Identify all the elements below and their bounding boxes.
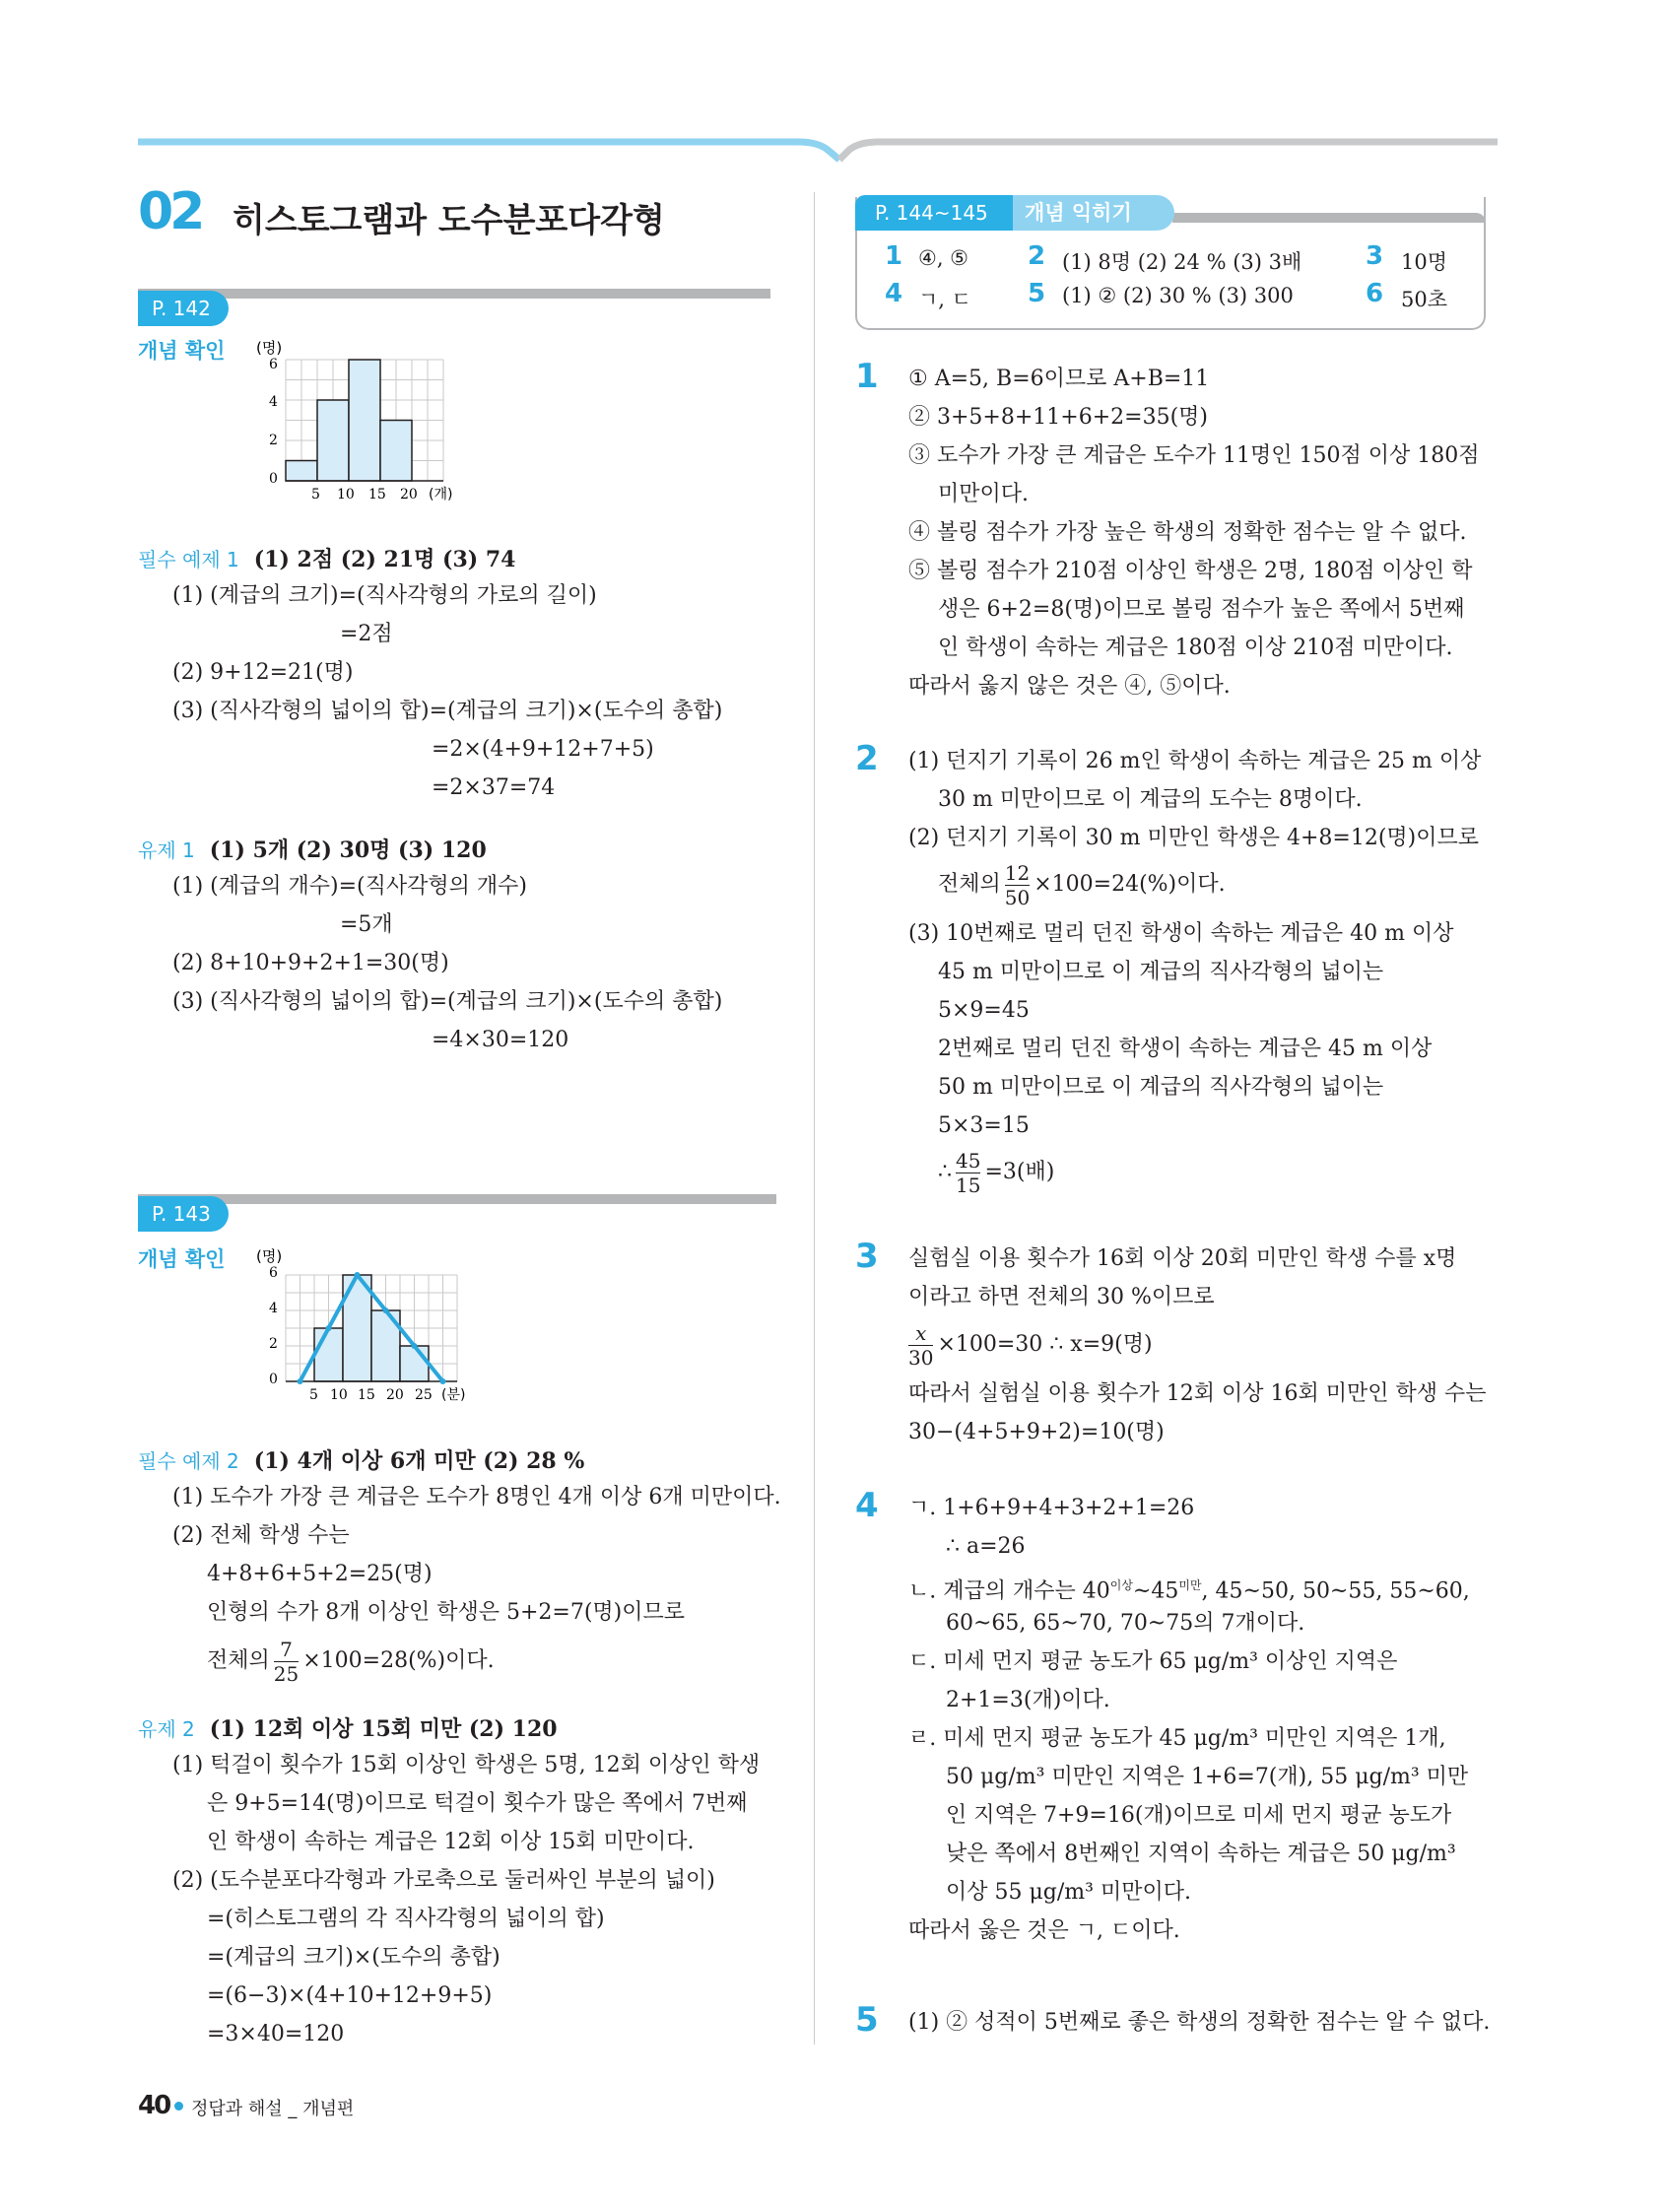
answer-num: 5 <box>1028 279 1046 308</box>
solution2-line: 2번째로 멀리 던진 학생이 속하는 계급은 45 m 이상 <box>938 1037 1433 1061</box>
solution1-line: 미만이다. <box>938 482 1030 506</box>
tag-bar-p142 <box>138 289 770 299</box>
answer-text: (1) 8명 (2) 24 % (3) 3배 <box>1062 250 1302 274</box>
tag-p142: P. 142 <box>138 291 229 326</box>
solution1-line: 따라서 옳지 않은 것은 ④, ⑤이다. <box>908 674 1231 699</box>
answer-num: 1 <box>885 241 903 271</box>
hist1-x-unit: (개) <box>429 487 453 503</box>
hist2-bar <box>314 1328 343 1381</box>
hist2-y-unit: (명) <box>256 1247 283 1265</box>
hist2-bar <box>400 1346 429 1381</box>
hist1-bar <box>349 360 380 481</box>
solution2-fraction-line: ∴ $\frac{45}{15}$ =3(배) <box>938 1148 1055 1197</box>
solution1-line: ① A=5, B=6이므로 A+B=11 <box>908 367 1210 391</box>
solution4-line: 인 지역은 7+9=16(개)이므로 미세 먼지 평균 농도가 <box>946 1803 1452 1828</box>
solution4-line: 60~65, 65~70, 70~75의 7개이다. <box>946 1611 1305 1636</box>
example1-line: =2점 <box>340 622 393 646</box>
hist1-bar <box>286 461 317 482</box>
answer-text: (1) ② (2) 30 % (3) 300 <box>1062 284 1294 307</box>
concept-check-label-2: 개념 확인 <box>138 1247 226 1271</box>
solution2-line: (1) 던지기 기록이 26 m인 학생이 속하는 계급은 25 m 이상 <box>908 749 1482 773</box>
answer-num: 6 <box>1366 279 1384 308</box>
answer-text: ④, ⑤ <box>918 246 969 270</box>
hist1-bar <box>317 400 349 481</box>
polygon-point <box>440 1378 446 1384</box>
polygon-point <box>383 1307 389 1313</box>
hist1-y-tick: 2 <box>269 433 278 448</box>
example2-fraction-line: 전체의 $\frac{7}{25}$ ×100=28(%)이다. <box>207 1637 495 1686</box>
solution1-line: 생은 6+2=8(명)이므로 볼링 점수가 높은 쪽에서 5번째 <box>938 597 1465 622</box>
hist1-x-tick: 5 <box>311 487 320 503</box>
exercise2-line: 인 학생이 속하는 계급은 12회 이상 15회 미만이다. <box>207 1830 695 1854</box>
exercise1-line: (1) (계급의 개수)=(직사각형의 개수) <box>172 874 527 899</box>
exercise2-line: =3×40=120 <box>207 2022 345 2046</box>
solution1-line: ④ 볼링 점수가 가장 높은 학생의 정확한 점수는 알 수 없다. <box>908 520 1467 545</box>
answer-num: 2 <box>1028 241 1046 271</box>
page-number: 40 <box>138 2091 170 2120</box>
exercise2-line: =(계급의 크기)×(도수의 총합) <box>207 1945 500 1970</box>
solution1-line: 인 학생이 속하는 계급은 180점 이상 210점 미만이다. <box>938 636 1453 660</box>
solution2-line: 50 m 미만이므로 이 계급의 직사각형의 넓이는 <box>938 1075 1384 1100</box>
hist1-bar <box>380 421 412 482</box>
hist2-x-tick: 25 <box>415 1387 433 1403</box>
solution4-line: 따라서 옳은 것은 ㄱ, ㄷ이다. <box>908 1918 1180 1943</box>
solution2-line: 5×3=15 <box>938 1113 1030 1138</box>
solution3-fraction-line: $\frac{x}{30}$ ×100=30 ∴ x=9(명) <box>908 1320 1153 1370</box>
solution1-line: ③ 도수가 가장 큰 계급은 도수가 11명인 150점 이상 180점 <box>908 443 1480 468</box>
solution4-line: ㄷ. 미세 먼지 평균 농도가 65 μg/m³ 이상인 지역은 <box>908 1649 1398 1674</box>
hist1-x-tick: 10 <box>337 487 355 503</box>
section-number: 02 <box>138 182 202 241</box>
exercise2-line: =(히스토그램의 각 직사각형의 넓이의 합) <box>207 1907 605 1931</box>
solution3-line: 30−(4+5+9+2)=10(명) <box>908 1420 1165 1444</box>
footer-dot <box>174 2102 183 2111</box>
exercise1-header: 유제 1 (1) 5개 (2) 30명 (3) 120 <box>138 838 487 863</box>
solution3-line: 실험실 이용 횟수가 16회 이상 20회 미만인 학생 수를 x명 <box>908 1246 1457 1271</box>
solution2-line: 5×9=45 <box>938 998 1030 1023</box>
hist2-x-unit: (분) <box>441 1387 466 1403</box>
solution4-line: ∴ a=26 <box>946 1534 1026 1559</box>
solution4-line: 2+1=3(개)이다. <box>946 1688 1110 1712</box>
example2-line: 4+8+6+5+2=25(명) <box>207 1562 433 1586</box>
solution4-line: 낮은 쪽에서 8번째인 지역이 속하는 계급은 50 μg/m³ <box>946 1842 1456 1866</box>
hist1-x-tick: 15 <box>368 487 386 503</box>
hist1-x-tick: 20 <box>400 487 418 503</box>
hist1-y-unit: (명) <box>256 339 283 357</box>
exercise2-line: (1) 턱걸이 횟수가 15회 이상인 학생은 5명, 12회 이상인 학생 <box>172 1753 761 1777</box>
hist1-y-tick: 6 <box>269 357 278 372</box>
solution-number-5: 5 <box>855 2000 879 2040</box>
hist2-y-tick: 4 <box>269 1301 278 1316</box>
concept-check-label-1: 개념 확인 <box>138 339 226 363</box>
example1-line: (3) (직사각형의 넓이의 합)=(계급의 크기)×(도수의 총합) <box>172 699 723 723</box>
answer-box-title: 개념 익히기 <box>1013 195 1174 231</box>
fraction: $\frac{45}{15}$ <box>956 1148 981 1197</box>
solution3-line: 따라서 실험실 이용 횟수가 12회 이상 16회 미만인 학생 수는 <box>908 1381 1487 1406</box>
polygon-point <box>298 1378 303 1384</box>
solution-number-3: 3 <box>855 1237 879 1276</box>
polygon-point <box>326 1325 332 1331</box>
solution1-line: ⑤ 볼링 점수가 210점 이상인 학생은 2명, 180점 이상인 학 <box>908 559 1473 583</box>
solution1-line: ② 3+5+8+11+6+2=35(명) <box>908 405 1208 430</box>
answer-num: 3 <box>1366 241 1384 271</box>
answer-text: ㄱ, ㄷ <box>918 288 971 311</box>
solution4-line: ㄹ. 미세 먼지 평균 농도가 45 μg/m³ 미만인 지역은 1개, <box>908 1726 1446 1751</box>
exercise1-line: =4×30=120 <box>432 1028 569 1052</box>
hist1-y-tick: 4 <box>269 394 278 410</box>
solution2-line: (2) 던지기 기록이 30 m 미만인 학생은 4+8=12(명)이므로 <box>908 826 1480 850</box>
example1-line: (1) (계급의 크기)=(직사각형의 가로의 길이) <box>172 583 597 608</box>
hist2-x-tick: 20 <box>386 1387 404 1403</box>
solution2-fraction-line: 전체의 $\frac{12}{50}$ ×100=24(%)이다. <box>938 860 1226 909</box>
example2-line: (2) 전체 학생 수는 <box>172 1523 350 1548</box>
hist2-x-tick: 15 <box>358 1387 375 1403</box>
solution-number-4: 4 <box>855 1486 879 1525</box>
exercise2-line: =(6−3)×(4+10+12+9+5) <box>207 1983 493 2008</box>
exercise1-line: (2) 8+10+9+2+1=30(명) <box>172 951 449 975</box>
exercise1-line: (3) (직사각형의 넓이의 합)=(계급의 크기)×(도수의 총합) <box>172 989 723 1014</box>
answer-box-topbar <box>1172 213 1486 223</box>
example2-header: 필수 예제 2 (1) 4개 이상 6개 미만 (2) 28 % <box>138 1448 585 1474</box>
example1-header: 필수 예제 1 (1) 2점 (2) 21명 (3) 74 <box>138 547 516 572</box>
top-rule <box>138 136 1498 166</box>
exercise2-header: 유제 2 (1) 12회 이상 15회 미만 (2) 120 <box>138 1716 558 1742</box>
solution4-line: 50 μg/m³ 미만인 지역은 1+6=7(개), 55 μg/m³ 미만 <box>946 1765 1469 1789</box>
histogram-1 <box>251 335 478 503</box>
solution2-line: 45 m 미만이므로 이 계급의 직사각형의 넓이는 <box>938 960 1384 984</box>
exercise1-line: =5개 <box>340 912 393 937</box>
example1-line: =2×37=74 <box>432 775 556 800</box>
section-title: 히스토그램과 도수분포다각형 <box>233 201 665 240</box>
histogram-polygon-2 <box>251 1243 493 1411</box>
fraction: $\frac{7}{25}$ <box>273 1637 300 1686</box>
answer-num: 4 <box>885 279 903 308</box>
fraction: $\frac{x}{30}$ <box>908 1320 934 1370</box>
solution3-line: 이라고 하면 전체의 30 %이므로 <box>908 1285 1215 1309</box>
tag-p143: P. 143 <box>138 1196 229 1232</box>
solution4-line: 이상 55 μg/m³ 미만이다. <box>946 1880 1191 1905</box>
solution2-line: 30 m 미만이므로 이 계급의 도수는 8명이다. <box>938 787 1363 812</box>
polygon-point <box>355 1272 361 1278</box>
solution5-line: (1) ② 성적이 5번째로 좋은 학생의 정확한 점수는 알 수 없다. <box>908 2010 1491 2035</box>
hist1-y-tick: 0 <box>269 471 278 487</box>
solution-number-2: 2 <box>855 739 879 778</box>
polygon-point <box>412 1343 418 1349</box>
exercise2-line: (2) (도수분포다각형과 가로축으로 둘러싸인 부분의 넓이) <box>172 1868 715 1893</box>
hist2-y-tick: 2 <box>269 1336 278 1352</box>
tag-p144-145: P. 144~145 <box>855 195 1013 231</box>
solution4-line: ㄱ. 1+6+9+4+3+2+1=26 <box>908 1496 1195 1520</box>
hist2-x-tick: 10 <box>330 1387 348 1403</box>
solution-number-1: 1 <box>855 357 879 396</box>
answer-text: 50초 <box>1401 288 1448 311</box>
column-divider <box>814 192 815 2044</box>
example2-line: (1) 도수가 가장 큰 계급은 도수가 8명인 4개 이상 6개 미만이다. <box>172 1485 781 1509</box>
example2-line: 인형의 수가 8개 이상인 학생은 5+2=7(명)이므로 <box>207 1600 686 1625</box>
footer-text: 정답과 해설 _ 개념편 <box>191 2099 355 2119</box>
hist2-x-tick: 5 <box>309 1387 318 1403</box>
exercise2-line: 은 9+5=14(명)이므로 턱걸이 횟수가 많은 쪽에서 7번째 <box>207 1791 748 1816</box>
tag-bar-p143 <box>138 1194 776 1204</box>
solution2-line: (3) 10번째로 멀리 던진 학생이 속하는 계급은 40 m 이상 <box>908 921 1454 946</box>
answer-text: 10명 <box>1401 250 1448 274</box>
hist2-y-tick: 6 <box>269 1265 278 1281</box>
example1-line: (2) 9+12=21(명) <box>172 660 354 685</box>
fraction: $\frac{12}{50}$ <box>1004 860 1031 909</box>
hist2-y-tick: 0 <box>269 1372 278 1387</box>
solution4-line: ㄴ. 계급의 개수는 $40^{이상}\sim 45^{미만}$, 45~50, 50~55, 55~60, <box>908 1578 1470 1604</box>
example1-line: =2×(4+9+12+7+5) <box>432 737 654 762</box>
